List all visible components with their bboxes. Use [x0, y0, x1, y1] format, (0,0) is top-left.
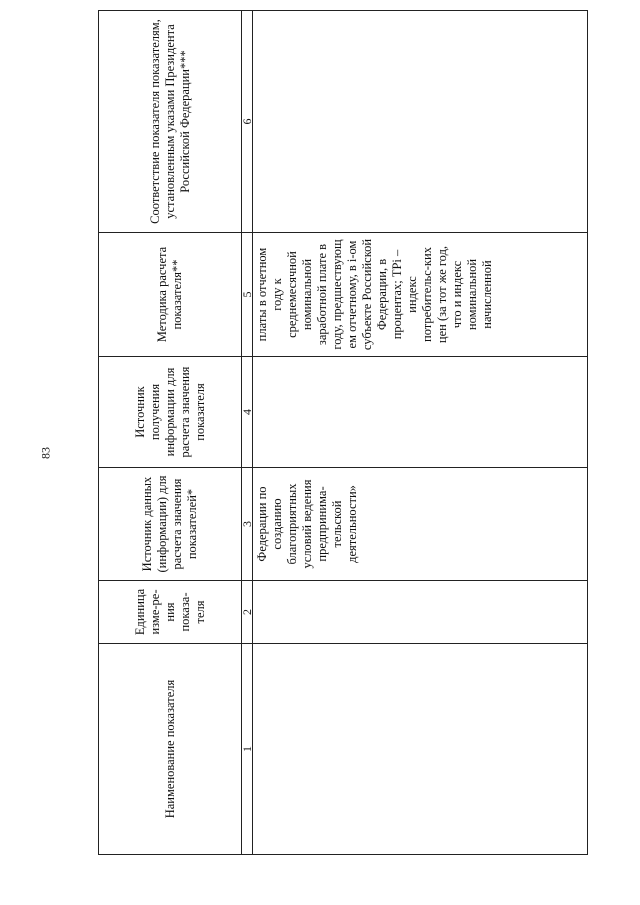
- cell-info-source: [253, 357, 588, 468]
- column-number-3: 3: [242, 468, 253, 581]
- rotated-table-wrapper: [98, 19, 582, 855]
- header-data-source: Источник данных (информации) для расчета значения показателей*: [99, 468, 242, 581]
- column-number-6: 6: [242, 11, 253, 233]
- page-number: 83: [38, 447, 53, 459]
- cell-unit: [253, 581, 588, 644]
- column-number-1: 1: [242, 644, 253, 855]
- cell-data-source: Федерации по созданию благоприятных условий ведения предпринима-тельской деятельности»: [253, 468, 588, 581]
- column-number-4: 4: [242, 357, 253, 468]
- cell-indicator-name: [253, 644, 588, 855]
- header-info-source: Источник получения информации для расчета значения показателя: [99, 357, 242, 468]
- header-indicator-name: Наименование показателя: [99, 644, 242, 855]
- table-header-row: [99, 11, 242, 855]
- header-compliance: Соответствие показателя показателям, установленным указами Президента Российской Федерации***: [99, 11, 242, 233]
- indicator-table: [98, 10, 588, 855]
- table-row: [253, 11, 588, 855]
- cell-compliance: [253, 11, 588, 233]
- column-number-2: 2: [242, 581, 253, 644]
- column-number-5: 5: [242, 233, 253, 357]
- header-method: Методика расчета показателя**: [99, 233, 242, 357]
- cell-method: платы в отчетном году к среднемесячной номинальной заработной плате в году, предшествующ ем отчетному, в i-ом субъекте Российской Федерации, в процентах; TPi – индекс потребительс-ких цен (за тот же год, что и индекс номинальной начисленной: [253, 233, 588, 357]
- column-number-row: [242, 11, 253, 855]
- header-unit: Единица изме-ре-ния показа-теля: [99, 581, 242, 644]
